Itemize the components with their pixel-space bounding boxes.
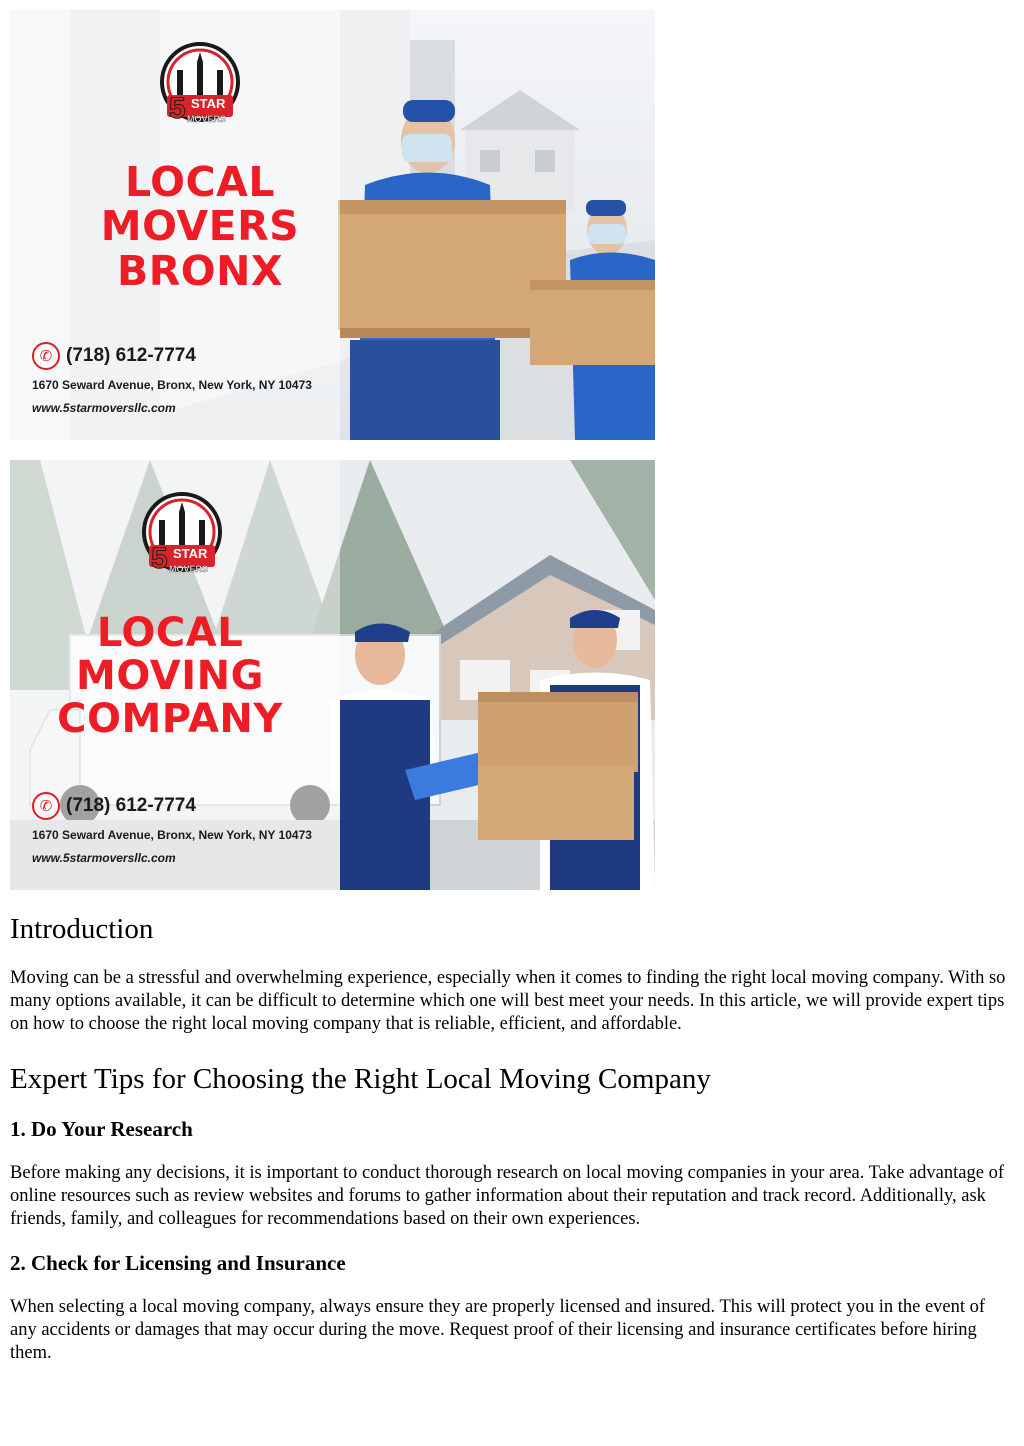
banner-local-moving-company — [10, 460, 655, 890]
phone-number: (718) 612-7774 — [66, 795, 196, 816]
address: 1670 Seward Avenue, Bronx, New York, NY 10473 — [32, 828, 312, 842]
banner-local-movers-bronx — [10, 10, 655, 440]
logo-star: STAR — [173, 546, 208, 561]
section-heading-research: 1. Do Your Research — [10, 1116, 193, 1141]
logo-star: STAR — [191, 96, 226, 111]
article-body — [10, 912, 1014, 1365]
headline-line: MOVING — [76, 653, 264, 700]
headline-line: MOVERS — [100, 202, 300, 251]
section-paragraph-licensing: When selecting a local moving company, always ensure they are properly licensed and insured. This will protect you in the event of any accidents or damages that may occur during the move. Request proof of their licensing and insurance certificates before hiring them. — [10, 1296, 986, 1363]
website: www.5starmoversllc.com — [32, 851, 176, 865]
contact-block — [32, 792, 312, 865]
five-star-movers-logo — [137, 490, 227, 580]
intro-heading: Introduction — [10, 913, 154, 945]
phone-icon: ✆ — [32, 792, 60, 820]
intro-paragraph: Moving can be a stressful and overwhelming experience, especially when it comes to finding the right local moving company. With so many options available, it can be difficult to determine which one will best meet your needs. In this article, we will provide expert tips on how to choose the right local moving company that is reliable, efficient, and affordable. — [10, 967, 1006, 1034]
tips-heading: Expert Tips for Choosing the Right Local Moving Company — [10, 1062, 711, 1095]
headline-line: BRONX — [116, 246, 284, 295]
logo-movers: MOVERS — [169, 564, 209, 574]
phone-number: (718) 612-7774 — [66, 345, 196, 366]
headline-line: COMPANY — [57, 696, 283, 743]
contact-block — [32, 342, 312, 415]
address: 1670 Seward Avenue, Bronx, New York, NY 10473 — [32, 378, 312, 392]
logo-movers: MOVERS — [187, 114, 227, 124]
section-heading-licensing: 2. Check for Licensing and Insurance — [10, 1250, 346, 1275]
five-star-movers-logo — [155, 40, 245, 130]
section-paragraph-research: Before making any decisions, it is important to conduct thorough research on local moving companies in your area. Take advantage of online resources such as review websites and forums to gather information about their reputation and track record. Additionally, ask friends, family, and colleagues for recommendations based on their own experiences. — [10, 1162, 1004, 1229]
banner-headline — [45, 612, 295, 742]
headline-line: LOCAL — [125, 158, 275, 206]
banner-headline — [80, 160, 320, 293]
logo-five: 5 — [151, 542, 168, 575]
website: www.5starmoversllc.com — [32, 401, 176, 415]
logo-five: 5 — [169, 92, 186, 125]
phone-icon: ✆ — [32, 342, 60, 370]
headline-line: LOCAL — [96, 610, 244, 656]
